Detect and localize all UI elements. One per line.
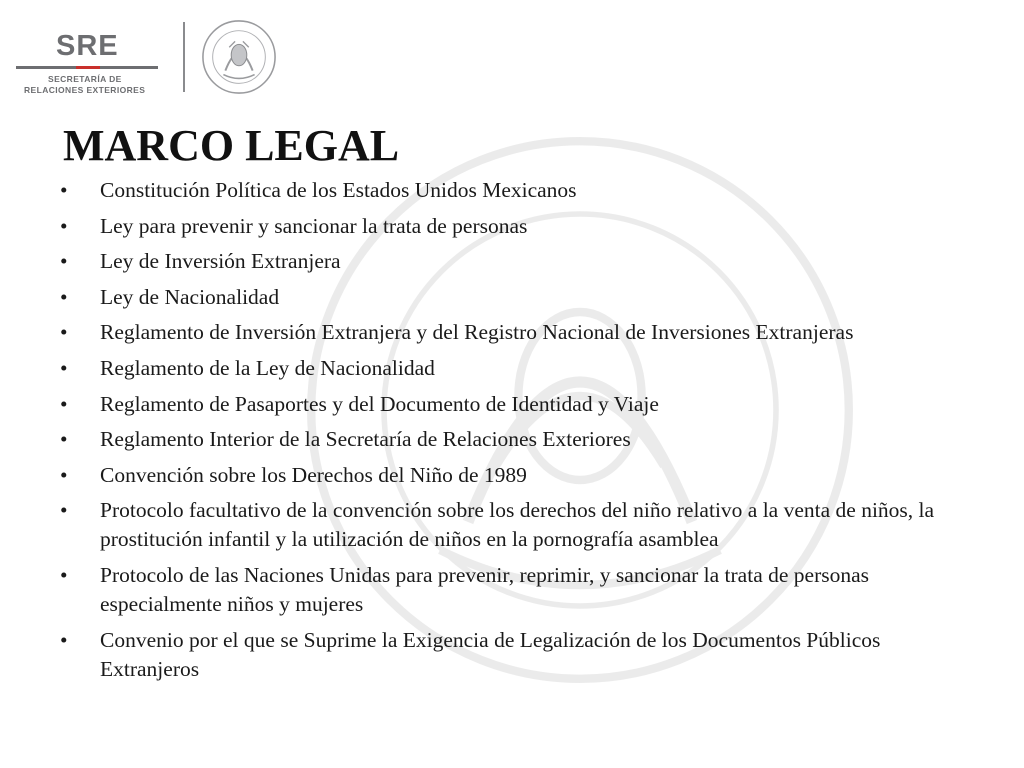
- list-item: [60, 247, 960, 276]
- sre-logo: [14, 22, 164, 94]
- list-item-text: Convención sobre los Derechos del Niño de 1989: [100, 462, 527, 487]
- legal-framework-list: [60, 176, 960, 690]
- bullet-icon: •: [60, 391, 68, 416]
- bullet-icon: •: [60, 498, 68, 523]
- bullet-icon: •: [60, 284, 68, 309]
- list-item-text: Ley de Nacionalidad: [100, 284, 280, 309]
- list-item-text: Convenio por el que se Suprime la Exigencia de Legalización de los Documentos Públicos Extranjeros: [100, 627, 881, 681]
- bullet-icon: •: [60, 427, 68, 452]
- page-title: MARCO LEGAL: [63, 121, 400, 170]
- list-item-text: Constitución Política de los Estados Unidos Mexicanos: [100, 178, 577, 202]
- list-item-text: Ley para prevenir y sancionar la trata de personas: [100, 213, 528, 238]
- list-item: [60, 461, 960, 490]
- bullet-icon: •: [60, 213, 68, 238]
- header-divider: [183, 22, 185, 92]
- list-item: [60, 496, 960, 554]
- list-item: [60, 176, 960, 205]
- list-item-text: Reglamento de la Ley de Nacionalidad: [100, 355, 435, 380]
- bullet-icon: •: [60, 178, 68, 202]
- list-item-text: Protocolo de las Naciones Unidas para prevenir, reprimir, y sancionar la trata de personas especialmente niños y mujeres: [100, 562, 870, 616]
- bullet-icon: •: [60, 627, 68, 652]
- list-item: [60, 283, 960, 312]
- bullet-icon: •: [60, 462, 68, 487]
- logo-subtitle-line1: SECRETARÍA DE: [48, 74, 122, 84]
- list-item: [60, 425, 960, 454]
- list-item: [60, 318, 960, 347]
- list-item: [60, 212, 960, 241]
- list-item-text: Reglamento de Pasaportes y del Documento de Identidad y Viaje: [100, 391, 659, 416]
- list-item-text: Ley de Inversión Extranjera: [100, 249, 341, 274]
- logo-bar-accent: [76, 66, 100, 69]
- list-item: [60, 561, 960, 619]
- list-item: [60, 626, 960, 684]
- bullet-icon: •: [60, 562, 68, 587]
- list-item: [60, 390, 960, 419]
- list-item-text: Protocolo facultativo de la convención sobre los derechos del niño relativo a la venta de niños, la prostitución infantil y la utilización de niños en la pornografía asamblea: [100, 498, 935, 552]
- bullet-icon: •: [60, 320, 68, 345]
- header: [0, 0, 1024, 110]
- national-seal-icon: [200, 18, 278, 96]
- logo-bar-right: [100, 66, 158, 69]
- logo-mark: SRE: [56, 30, 119, 62]
- logo-bar-left: [16, 66, 76, 69]
- list-item: [60, 354, 960, 383]
- logo-subtitle-line2: RELACIONES EXTERIORES: [24, 85, 146, 95]
- list-item-text: Reglamento de Inversión Extranjera y del Registro Nacional de Inversiones Extranjeras: [100, 320, 854, 345]
- list-item-text: Reglamento Interior de la Secretaría de Relaciones Exteriores: [100, 427, 631, 452]
- logo-subtitle: [24, 74, 164, 96]
- bullet-icon: •: [60, 355, 68, 380]
- bullet-icon: •: [60, 249, 68, 274]
